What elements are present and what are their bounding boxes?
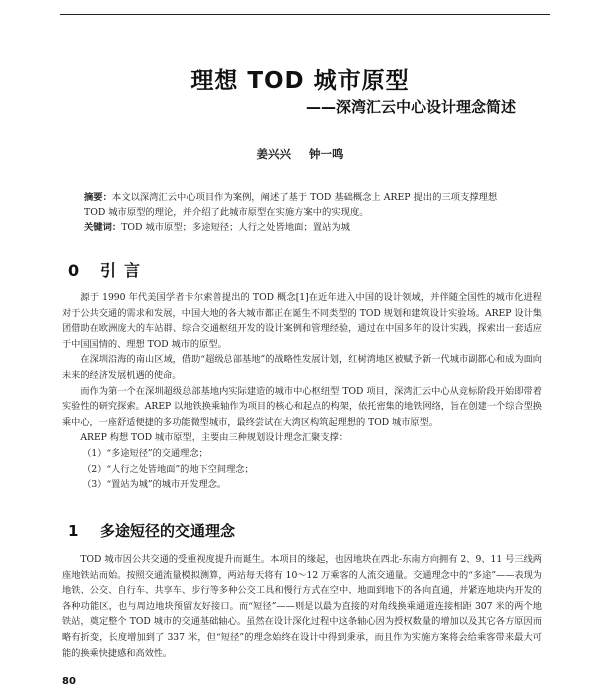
- paragraph: 在深圳沿海的南山区域，借助“超级总部基地”的战略性发展计划，红树湾地区被赋予新一代城市副都心和成为面向未来的经济发展机遇的使命。: [62, 354, 542, 381]
- abstract-block: [84, 190, 504, 235]
- paragraph: 源于 1990 年代美国学者卡尔索普提出的 TOD 概念[1]在近年进入中国的设计领域，并伴随全国性的城市化进程对于公共交通的需求和发展，中国大地的各大城市都正在诞生不同类型的 TOD 规划和建筑设计实验场。AREP 设计集团借助在欧洲庞大的车站群、综合交通枢纽开发的设计案例和管理经验，通过在中国多年的设计实践，探索出一套适应于中国国情的、理想 TOD 城市的原型。: [62, 292, 542, 350]
- keywords-text: TOD 城市原型；多途短径；人行之处皆地面；置站为城: [121, 222, 350, 233]
- authors: 姜兴兴 钟一鸣: [256, 147, 344, 161]
- list-item: （2）“人行之处皆地面”的地下空间理念；: [82, 463, 254, 475]
- paragraph: 而作为第一个在深圳超级总部基地内实际建造的城市中心枢纽型 TOD 项目，深湾汇云中心从竞标阶段开始即带着实验性的研究探索。AREP 以地铁换乘轴作为项目的核心和起点的构架，依托密集的地铁网络，旨在创建一个综合型换乘中心，一座舒适便捷的多功能微型城市，最终尝试在大湾区构筑起理想的 TOD 城市原型。: [62, 385, 542, 428]
- paper-title: 理想 TOD 城市原型: [190, 68, 410, 94]
- section-1-body: [62, 552, 542, 661]
- list-item: （1）“多途短径”的交通理念；: [82, 447, 208, 459]
- paragraph: TOD 城市因公共交通的受重视度提升而诞生。本项目的缘起，也因地块在西北-东南方向拥有 2、9、11 号三线两座地铁站而始。按照交通流量模拟测算，两站每天将有 10～12 万乘客的人流交通量。交通理念中的“多途”——表现为地铁、公交、自行车、共享车、步行等多种公交工具和慢行方式在空中、地面到地下的各向直通，并紧连地块内开发的各种功能区，也与周边地块预留友好接口。而“短径”——则是以最为直接的对角线换乘通道连接相距 307 米的两个地铁站，奠定整个 TOD 城市的交通基础轴心。虽然在设计深化过程中这条轴心因为授权数量的增加以及其它各方原因而略有折变，长度增加到了 337 米，但“短径”的理念始终在设计中得到秉承，而且作为实施方案将会给乘客带来最大可能的换乘快捷感和高效性。: [62, 554, 542, 659]
- keywords: [84, 220, 504, 235]
- section-heading-intro: [68, 258, 148, 281]
- section-number: 0: [68, 261, 80, 280]
- keywords-label: 关键词：: [84, 222, 122, 233]
- page-number: 80: [62, 676, 76, 687]
- section-title: 引言: [100, 261, 149, 280]
- paper-subtitle: ——深湾汇云中心设计理念简述: [305, 98, 516, 116]
- paragraph: AREP 构想 TOD 城市原型，主要由三种规划设计理念汇聚支撑：: [80, 432, 348, 444]
- intro-body: [62, 290, 542, 493]
- abstract: [84, 190, 504, 220]
- abstract-text: 本文以深湾汇云中心项目作为案例，阐述了基于 TOD 基础概念上 AREP 提出的三项支撑理想 TOD 城市原型的理论，并介绍了此城市原型在实施方案中的实现度。: [84, 192, 498, 218]
- section-number: 1: [68, 522, 79, 540]
- section-title: 多途短径的交通理念: [100, 522, 236, 540]
- list-item: （3）“置站为城”的城市开发理念。: [82, 479, 227, 491]
- top-rule: [60, 14, 550, 15]
- section-heading-1: [68, 520, 235, 541]
- abstract-label: 摘要：: [84, 192, 112, 203]
